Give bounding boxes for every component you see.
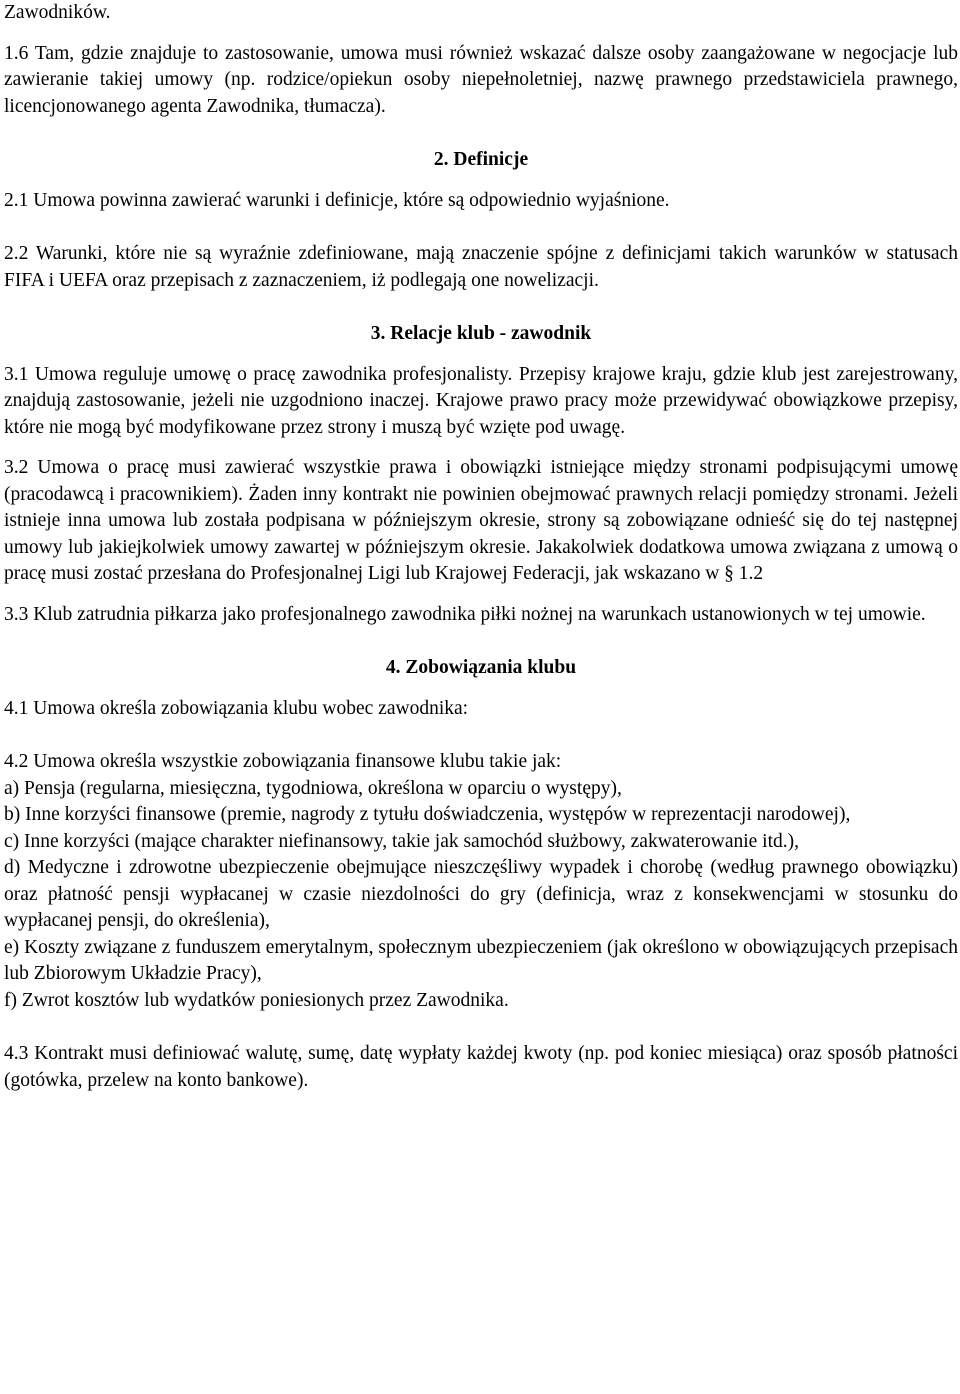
paragraph-3-3: 3.3 Klub zatrudnia piłkarza jako profesjonalnego zawodnika piłki nożnej na warunkach ustanowionych w tej umowie.: [4, 603, 926, 625]
paragraph-2-1: 2.1 Umowa powinna zawierać warunki i definicje, które są odpowiednio wyjaśnione.: [4, 189, 670, 211]
paragraph-2-2: 2.2 Warunki, które nie są wyraźnie zdefiniowane, mają znaczenie spójne z definicjami takich warunków w statusach FIFA i UEFA oraz przepisach z zaznaczeniem, iż podlegają one nowelizacji.: [4, 243, 958, 291]
list-item: d) Medyczne i zdrowotne ubezpieczenie obejmujące nieszczęśliwy wypadek i chorobę (według prawnego obowiązku) oraz płatność pensji wypłacanej w czasie niezdolności do gry (definicja, wraz z konsekwencjami w stosunku do wypłacanej pensji, do określenia),: [4, 857, 958, 931]
section-heading-definicje: 2. Definicje: [433, 149, 529, 170]
section-heading-relacje: 3. Relacje klub - zawodnik: [370, 323, 592, 344]
financial-obligations-list: [4, 776, 958, 1015]
paragraph-4-3: 4.3 Kontrakt musi definiować walutę, sumę, datę wypłaty każdej kwoty (np. pod koniec miesiąca) oraz sposób płatności (gotówka, przelew na konto bankowe).: [4, 1043, 958, 1091]
list-item: b) Inne korzyści finansowe (premie, nagrody z tytułu doświadczenia, występów w reprezentacji narodowej),: [4, 804, 851, 825]
list-item: f) Zwrot kosztów lub wydatków poniesionych przez Zawodnika.: [4, 989, 509, 1011]
paragraph-3-2: 3.2 Umowa o pracę musi zawierać wszystkie prawa i obowiązki istniejące między stronami podpisującymi umowę (pracodawcą i pracownikiem). Żaden inny kontrakt nie powinien obejmować prawnych relacji pomiędzy stronami. Jeżeli istnieje inna umowa lub została podpisana w późniejszym okresie, strony są zobowiązane odnieść się do tej następnej umowy lub jakiejkolwiek umowy zawartej w późniejszym okresie. Jakakolwiek dodatkowa umowa związana z umową o pracę musi zostać przesłana do Profesjonalnej Ligi lub Krajowej Federacji, jak wskazano w § 1.2: [4, 457, 958, 584]
paragraph-4-2: 4.2 Umowa określa wszystkie zobowiązania finansowe klubu takie jak:: [4, 751, 562, 772]
section-heading-zobowiazania: 4. Zobowiązania klubu: [385, 657, 577, 678]
paragraph-4-1: 4.1 Umowa określa zobowiązania klubu wobec zawodnika:: [4, 697, 469, 719]
list-item: a) Pensja (regularna, miesięczna, tygodniowa, określona w oparciu o występy),: [4, 777, 622, 799]
paragraph-1-6: 1.6 Tam, gdzie znajduje to zastosowanie, umowa musi również wskazać dalsze osoby zaangażowane w negocjacje lub zawieranie takiej umowy (np. rodzice/opiekun osoby niepełnoletniej, nazwę prawnego przedstawiciela prawnego, licencjonowanego agenta Zawodnika, tłumacza).: [4, 42, 958, 117]
paragraph-3-1: 3.1 Umowa reguluje umowę o pracę zawodnika profesjonalisty. Przepisy krajowe kraju, gdzie klub jest zarejestrowany, znajdują zastosowanie, jeżeli nie uzgodniono inaczej. Krajowe prawo pracy może przewidywać obowiązkowe przepisy, które nie mogą być modyfikowane przez strony i muszą być wzięte pod uwagę.: [4, 363, 958, 438]
carryover-text: Zawodników.: [4, 2, 111, 23]
list-item: e) Koszty związane z funduszem emerytalnym, społecznym ubezpieczeniem (jak określono w obowiązujących przepisach lub Zbiorowym Układzie Pracy),: [4, 936, 958, 984]
list-item: c) Inne korzyści (mające charakter niefinansowy, takie jak samochód służbowy, zakwaterowanie itd.),: [4, 830, 800, 852]
